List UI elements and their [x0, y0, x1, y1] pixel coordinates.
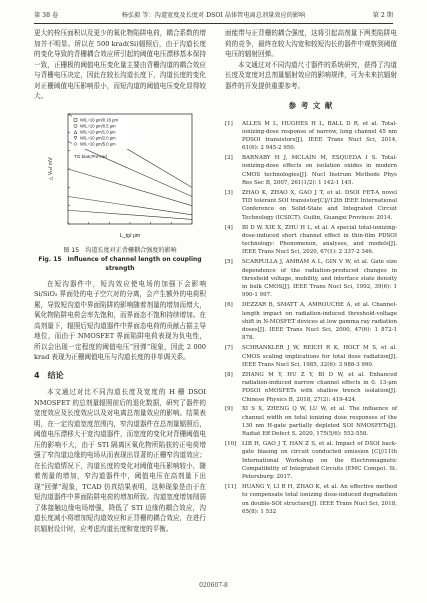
volume-number: 第 38 卷 — [34, 12, 59, 19]
reference-item — [225, 405, 397, 438]
figure-15 — [34, 106, 206, 246]
reference-text: ALLES M L, HUGHES H L, BALL D R, et al. Total-ionizing-dose response of narrow, long channel 45 nm PDSOI transistors[J]. IEEE Trans Nucl Sci, 2014, 61(6): 2 945-2 950. — [242, 120, 397, 152]
x-axis-label: L_tg/ μm — [119, 232, 141, 239]
references-heading: 参 考 文 献 — [288, 101, 334, 110]
legend-label: W/L=10 μm/2.0 μm — [80, 135, 116, 141]
series-line — [68, 169, 192, 206]
reference-item — [225, 120, 397, 153]
y-axis-label: △ Vₜₕ/ mV — [48, 156, 54, 181]
reference-item — [225, 440, 397, 481]
reference-number: [4] — [225, 224, 233, 231]
series-line — [68, 210, 192, 219]
reference-number: [1] — [225, 120, 233, 127]
reference-text: DEZZAR B, SMATT A, AMROUCHE A, et al. Channel-length impact on radiation-induced threshold-voltage shift in N-MOSFET devices at low gamma ray radiation doses[J]. IEEE Trans Nucl Sci, 2000, 47(6): 1 872-1 878. — [242, 302, 397, 342]
reference-number: [2] — [225, 155, 233, 162]
reference-number: [7] — [225, 345, 233, 352]
reference-text: BI D W, XIE X, ZHU H L, et al. A special total-ionizing-dose-induced short channel effect in thin-film PDSOI technology: Phenomenon, analyses, and models[J]. IEEE Trans Nucl Sci, 2020, 67(1): 2 337-2 346. — [242, 224, 397, 256]
reference-item — [225, 224, 397, 257]
reference-number: [3] — [225, 189, 233, 196]
reference-item — [225, 301, 397, 342]
section-heading: 4 结论 — [34, 370, 64, 380]
reference-list — [225, 120, 397, 517]
issue-number: 第 2 期 — [372, 12, 393, 19]
reference-item — [225, 371, 397, 404]
running-title: 杨弘毅 等：沟道宽度及长度对 DSOI 晶体管电离总剂量效应的影响 — [121, 12, 306, 19]
reference-number: [8] — [225, 371, 233, 378]
reference-item — [225, 258, 397, 299]
reference-text: SCHRANKLER J W, REICH R K, HOLT M S, et al. CMOS scaling implications for total dose radiation[J]. IEEE Trans Nucl Sci, 1985, 32(6): 3 988-3 990. — [242, 345, 397, 368]
page-footer: 020607-8 — [199, 582, 228, 589]
reference-text: LIB H, GAO J T, HAN Z S, et al. Impact of DSOI back-gate biasing on circuit conducted emission [C]//11th International Workshop on the Electromagnetic Compatibility of Integrated Circuits (EMC Compo). St. Petersburg: 2017. — [242, 440, 397, 481]
chart-inset-label: TG bias,Pre-rad — [74, 153, 107, 159]
legend-label: W/L=10 μm/5.0 μm — [80, 141, 116, 147]
reference-text: ZHAO K, ZHAO X, GAO J T, et al. DSOI FET-A novel TID tolerant SOI transistor[C]//12th IEEE International Conference on Solid-State and Integrated Circuit Technology (ICSICT). Guilin, Guangxi Province: 2014. — [242, 189, 397, 221]
figure-caption-cn: 图 15 沟道长度对正背栅耦合强度的影响 — [63, 246, 177, 254]
reference-number: [11] — [225, 483, 237, 490]
legend-label: W/L=10 μm/0.18 μm — [80, 117, 118, 123]
legend-label: W/L=10 μm/0.5 μm — [80, 123, 116, 129]
reference-number: [9] — [225, 406, 233, 413]
reference-item — [225, 189, 397, 222]
reference-text: ZHANG M Y, HU Z Y, BI D W, et al. Enhanced radiation-induced narrow channel effects in 0. 13-μm PDSOI nMOSFETs with shallow trench isolation[J]. Chinese Physics B, 2018, 27(2): 419-424. — [242, 371, 397, 403]
running-header — [34, 9, 393, 24]
series-line — [68, 141, 192, 196]
body-paragraph: 本文通过对不同沟道尺寸器件的系统研究，获得了沟道长度及宽度对总剂量辐射效应的影响规律，可为未来抗辐射器件的开发提供重要参考。 — [225, 60, 397, 90]
reference-number: [6] — [225, 302, 233, 309]
reference-item — [225, 154, 397, 187]
reference-number: [5] — [225, 259, 233, 266]
figure-caption-en: Fig. 15 Influence of channel length on coupling strength — [38, 255, 202, 272]
right-column — [225, 28, 397, 518]
conclusion-paragraph: 本文通过对比不同沟道长度及宽度的 H 栅 DSOI NMOSFET 的总剂量辐照前后的退化数据，研究了器件的宽度效应及长度效应以及对电离总剂量效应的影响。结果表明，在一定沟道宽度范围内，窄沟道器件在总剂量辐照后，阈值电压漂移大于宽沟道器件，而宽度的变化对背栅阈值电压的影响不大，由于 STI 隔离区氧化物所陷获的正电荷增强了窄沟道边缘的电场从而表现出显著的正栅窄沟道效应；在长沟道情况下，沟道长度的变化对阈值电压影响较小，随着剂量的增加，窄沟道器件中，阈值电压在高剂量下出现“回弹”现象，TCAD 仿真结果表明，这种现象是由于在短沟道器件中界面陷阱电荷的增加所致。沟道宽度增加削弱了体接触边缘电场增强，降低了 STI 边缘的耦合效应，沟道长度减小将增加短沟道效应和正背栅的耦合效应，在进行抗辐射设计时，应考虑沟道长度和宽度的平衡。 — [34, 388, 206, 533]
reference-text: SCARPULLA J, AMRAM A L, GIN V W, et al. Gate size dependence of the radiation-produced changes in threshold voltage, mobility, and interface state density in bulk CMOS[J]. IEEE Trans Nucl Sci, 1992, 39(6): 1 990-1 997. — [242, 259, 397, 299]
legend-label: W/L=10 μm/1.0 μm — [80, 129, 116, 135]
reference-item — [225, 344, 397, 369]
reference-text: BARNABY H J, MCLAIN M, ESQUEDA I S. Total-ionizing-dose effects on isolation oxides in modern CMOS technologies[J]. Nucl Instrum Methods Phys Res Sec B, 2007, 261(1/2): 1 142-1 145. — [242, 155, 397, 187]
left-column — [34, 28, 206, 534]
reference-text: HUANG Y, LI B H, ZHAO K, et al. An effective method to compensate total ionizing dose-induced degradation on double-SOI structure[J]. IEEE Trans Nucl Sci, 2018, 65(8): 1 532 — [242, 483, 397, 515]
coupling-strength-chart — [34, 106, 206, 246]
reference-text: XI S X, ZHENG Q W, LU W, et al. The influence of channel width on total ionizing dose responses of the 130 nm H-gate partially depleted SOI NMOSFETs[J]. Radiat Eff Defect S, 2020, 175(5/6): 552-558. — [242, 406, 397, 438]
reference-number: [10] — [225, 440, 237, 447]
body-paragraph: 面能带与正背栅的耦合强度，这将引起高剂量下两类陷阱电荷的竞争，最终在较大沟宽和较短沟长的器件中观察到阈值电压的辐射回弹。 — [225, 29, 397, 58]
body-paragraph: 更大的栓压面积以及更少的氧化物陷阱电荷，耦合系数的增加并不明显。所以在 500 krad(Si)辐照后，由于沟道长度的变化导致的背栅耦合效应所引起的阈值电压漂移基本保持一致，正栅极的阈值电压变化量主要由背栅沟道的耦合效应与背栅电压决定，因此在较长沟道长度下，沟道长度的变化对正栅阈值电压影响很小，而短沟道的阈值电压变化显得较大。 — [34, 29, 206, 100]
series-line — [68, 196, 192, 214]
body-paragraph: 在短沟器件中，短沟效应使电场的加强下会影响 Si/SiO₂ 界面处的电子空穴对的分离，会产生额外的电荷积累，导致短沟道中界面陷阱的影响随着剂量的增加而增大，氧化物陷阱电荷会率先饱和，而界面态不饱和持续增加。在高剂量下，辐照后短沟道器件中界面态电荷的贡献占据主导地位，而由于 NMOSFET 界面陷阱电荷表现为负电性，所以会出现一定程度的阈值电压“回弹”现象，因此 2 000 krad 表现为正栅阈值电压与沟道长度的非单调关系。 — [34, 279, 206, 361]
reference-item — [225, 483, 397, 516]
